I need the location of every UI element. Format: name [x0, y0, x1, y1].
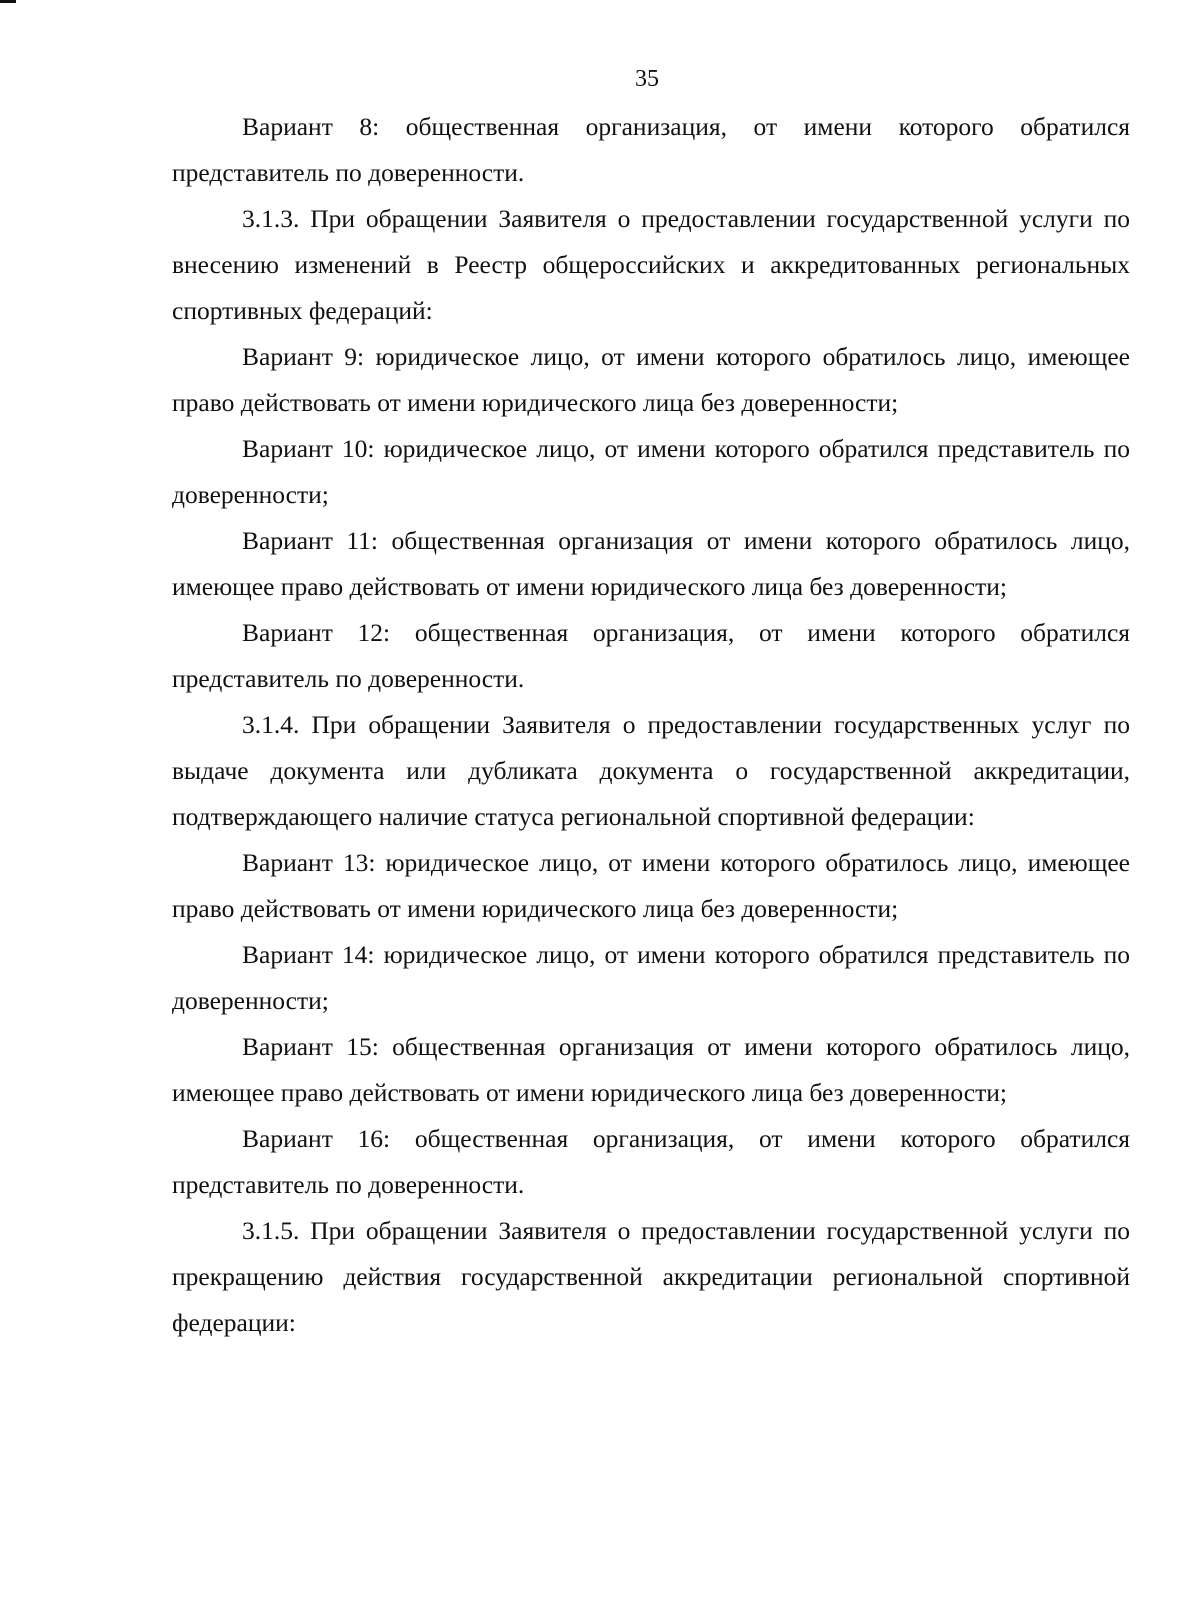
paragraph-variant-13: Вариант 13: юридическое лицо, от имени которого обратилось лицо, имеющее право действовать от имени юридического лица без доверенности;: [172, 848, 1130, 923]
scan-edge-mark: [0, 0, 16, 3]
page-number: 35: [635, 66, 659, 92]
paragraph-section-3-1-5: 3.1.5. При обращении Заявителя о предоставлении государственной услуги по прекращению действия государственной аккредитации региональной спортивной федерации:: [172, 1216, 1130, 1337]
paragraph-variant-8: Вариант 8: общественная организация, от имени которого обратился представитель по доверенности.: [172, 112, 1130, 187]
paragraph-variant-16: Вариант 16: общественная организация, от имени которого обратился представитель по доверенности.: [172, 1124, 1130, 1199]
document-body: [172, 104, 1130, 1346]
paragraph-section-3-1-3: 3.1.3. При обращении Заявителя о предоставлении государственной услуги по внесению изменений в Реестр общероссийских и аккредитованных региональных спортивных федераций:: [172, 204, 1130, 325]
paragraph-section-3-1-4: 3.1.4. При обращении Заявителя о предоставлении государственных услуг по выдаче документа или дубликата документа о государственной аккредитации, подтверждающего наличие статуса региональной спортивной федерации:: [172, 710, 1130, 831]
paragraph-variant-14: Вариант 14: юридическое лицо, от имени которого обратился представитель по доверенности;: [172, 940, 1130, 1015]
paragraph-variant-10: Вариант 10: юридическое лицо, от имени которого обратился представитель по доверенности;: [172, 434, 1130, 509]
paragraph-variant-12: Вариант 12: общественная организация, от имени которого обратился представитель по доверенности.: [172, 618, 1130, 693]
paragraph-variant-11: Вариант 11: общественная организация от имени которого обратилось лицо, имеющее право действовать от имени юридического лица без доверенности;: [172, 526, 1130, 601]
paragraph-variant-15: Вариант 15: общественная организация от имени которого обратилось лицо, имеющее право действовать от имени юридического лица без доверенности;: [172, 1032, 1130, 1107]
paragraph-variant-9: Вариант 9: юридическое лицо, от имени которого обратилось лицо, имеющее право действовать от имени юридического лица без доверенности;: [172, 342, 1130, 417]
